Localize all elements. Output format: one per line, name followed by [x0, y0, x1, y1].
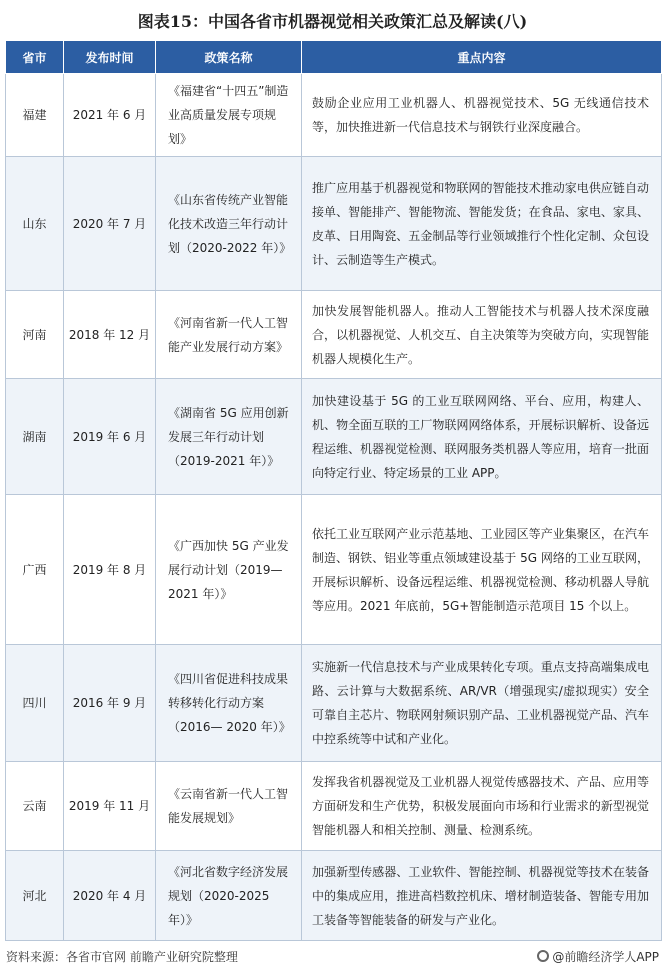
- content-cell: 鼓励企业应用工业机器人、机器视觉技术、5G 无线通信技术等，加快推进新一代信息技术与钢铁行业深度融合。: [302, 74, 662, 157]
- brand-logo-icon: [537, 950, 549, 962]
- table-row: [6, 851, 662, 941]
- date-cell: 2018 年 12 月: [64, 291, 156, 379]
- date-cell: 2019 年 6 月: [64, 379, 156, 495]
- brand-label: @前瞻经济学人APP: [552, 949, 659, 964]
- footer: [6, 946, 659, 966]
- date-cell: 2019 年 11 月: [64, 762, 156, 851]
- table-row: [6, 291, 662, 379]
- policy-name-cell: 《广西加快 5G 产业发展行动计划（2019—2021 年）》: [156, 495, 302, 645]
- brand-credit: [537, 948, 659, 965]
- date-cell: 2016 年 9 月: [64, 645, 156, 762]
- header-policy-name: 政策名称: [156, 41, 302, 74]
- date-cell: 2020 年 7 月: [64, 157, 156, 291]
- policy-name-cell: 《云南省新一代人工智能发展规划》: [156, 762, 302, 851]
- content-cell: 推广应用基于机器视觉和物联网的智能技术推动家电供应链自动接单、智能排产、智能物流、智能发货；在食品、家电、家具、皮革、日用陶瓷、五金制品等行业领域推行个性化定制、众包设计、云制造等生产模式。: [302, 157, 662, 291]
- date-cell: 2021 年 6 月: [64, 74, 156, 157]
- table-row: [6, 645, 662, 762]
- content-cell: 发挥我省机器视觉及工业机器人视觉传感器技术、产品、应用等方面研发和生产优势，积极发展面向市场和行业需求的新型视觉智能机器人和相关控制、测量、检测系统。: [302, 762, 662, 851]
- policy-table: [5, 40, 662, 941]
- page-title: 图表15：中国各省市机器视觉相关政策汇总及解读(八): [137, 11, 528, 31]
- header-province: 省市: [6, 41, 64, 74]
- province-cell: 四川: [6, 645, 64, 762]
- content-cell: 加快建设基于 5G 的工业互联网网络、平台、应用，构建人、机、物全面互联的工厂物联网网络体系，开展标识解析、设备远程运维、机器视觉检测、联网服务类机器人等应用，培育一批面向特定行业、特定场景的工业 APP。: [302, 379, 662, 495]
- province-cell: 广西: [6, 495, 64, 645]
- table-row: [6, 762, 662, 851]
- province-cell: 湖南: [6, 379, 64, 495]
- content-cell: 依托工业互联网产业示范基地、工业园区等产业集聚区，在汽车制造、钢铁、铝业等重点领域建设基于 5G 网络的工业互联网，开展标识解析、设备远程运维、机器视觉检测、移动机器人导航等应用。2021 年底前，5G+智能制造示范项目 15 个以上。: [302, 495, 662, 645]
- province-cell: 山东: [6, 157, 64, 291]
- source-note: 资料来源：各省市官网 前瞻产业研究院整理: [6, 949, 238, 964]
- policy-name-cell: 《湖南省 5G 应用创新发展三年行动计划（2019-2021 年）》: [156, 379, 302, 495]
- policy-name-cell: 《河南省新一代人工智能产业发展行动方案》: [156, 291, 302, 379]
- content-cell: 加强新型传感器、工业软件、智能控制、机器视觉等技术在装备中的集成应用，推进高档数控机床、增材制造装备、智能专用加工装备等智能装备的研发与产业化。: [302, 851, 662, 941]
- header-key-content: 重点内容: [302, 41, 662, 74]
- table-row: [6, 379, 662, 495]
- table-header-row: [6, 41, 662, 74]
- content-cell: 实施新一代信息技术与产业成果转化专项。重点支持高端集成电路、云计算与大数据系统、AR/VR（增强现实/虚拟现实）安全可靠自主芯片、物联网射频识别产品、工业机器视觉产品、汽车中控系统等中试和产业化。: [302, 645, 662, 762]
- table-row: [6, 74, 662, 157]
- province-cell: 河北: [6, 851, 64, 941]
- policy-name-cell: 《山东省传统产业智能化技术改造三年行动计划（2020-2022 年）》: [156, 157, 302, 291]
- policy-name-cell: 《河北省数字经济发展规划（2020-2025 年）》: [156, 851, 302, 941]
- policy-name-cell: 《福建省“十四五”制造业高质量发展专项规划》: [156, 74, 302, 157]
- province-cell: 云南: [6, 762, 64, 851]
- header-date: 发布时间: [64, 41, 156, 74]
- content-cell: 加快发展智能机器人。推动人工智能技术与机器人技术深度融合，以机器视觉、人机交互、自主决策等为突破方向，实现智能机器人规模化生产。: [302, 291, 662, 379]
- date-cell: 2019 年 8 月: [64, 495, 156, 645]
- table-row: [6, 157, 662, 291]
- province-cell: 河南: [6, 291, 64, 379]
- table-row: [6, 495, 662, 645]
- policy-name-cell: 《四川省促进科技成果转移转化行动方案（2016— 2020 年）》: [156, 645, 302, 762]
- province-cell: 福建: [6, 74, 64, 157]
- date-cell: 2020 年 4 月: [64, 851, 156, 941]
